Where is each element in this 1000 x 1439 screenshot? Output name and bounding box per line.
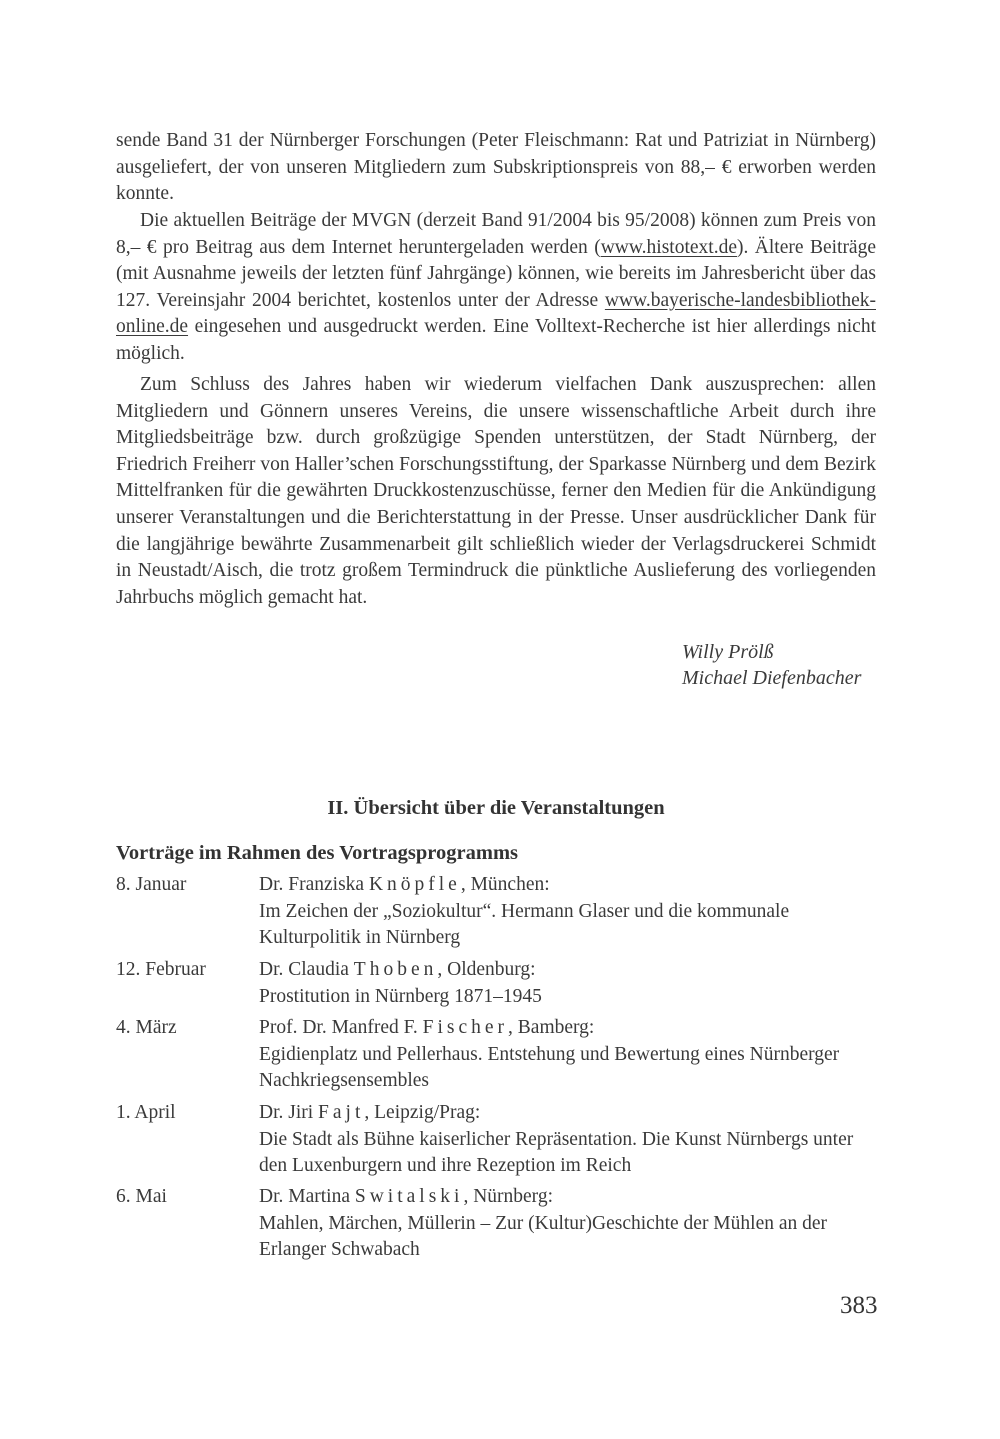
event-body (259, 957, 878, 1010)
paragraph-3: Zum Schluss des Jahres haben wir wiederum vielfachen Dank auszusprechen: allen Mitgliedern und Gönnern unseres Vereins, die unsere wissenschaftliche Arbeit durch ihre Mitgliedsbeiträge bzw. durch großzügige Spenden unterstützen, der Stadt Nürnberg, der Friedrich Freiherr von Haller’schen Forschungsstiftung, der Sparkasse Nürnberg und dem Bezirk Mittelfranken für die gewährten Druckkostenzuschüsse, ferner den Medien für die Ankündigung unserer Veranstaltungen und die Berichterstattung in der Presse. Unser ausdrücklicher Dank für die langjährige bewährte Zusammenarbeit gilt schließlich wieder der Verlagsdruckerei Schmidt in Neustadt/Aisch, die trotz großem Termindruck die pünktliche Auslieferung des vorliegenden Jahrbuchs möglich gemacht hat. (116, 374, 876, 608)
event-date: 8. Januar (116, 874, 187, 895)
event-title: Egidienplatz und Pellerhaus. Entstehung und Bewertung eines Nürnberger Nachkriegsensembles (259, 1043, 840, 1092)
speaker-place: , Oldenburg: (437, 959, 536, 980)
speaker-place: , Leipzig/Prag: (364, 1102, 481, 1123)
event-title: Mahlen, Märchen, Müllerin – Zur (Kultur)Geschichte der Mühlen an der Erlanger Schwabach (259, 1212, 828, 1261)
paragraph-2-text-a: Die aktuellen Beiträge der MVGN (derzeit Band 91/2004 bis 95/2008) können zum Preis von 8,– € pro Beitrag aus dem Internet heruntergeladen werden ( (116, 210, 876, 258)
paragraph-2 (116, 208, 876, 368)
paragraph-1: sende Band 31 der Nürnberger Forschungen (Peter Fleischmann: Rat und Patriziat in Nürnberg) ausgeliefert, der von unseren Mitgliedern zum Subskriptionspreis von 88,– € erworben werden konnte. (116, 130, 876, 205)
event-date: 1. April (116, 1102, 176, 1123)
event-body (259, 1100, 878, 1180)
subsection-title: Vorträge im Rahmen des Vortragsprogramms (116, 842, 518, 864)
paragraph-2-text-c: eingesehen und ausgedruckt werden. Eine Volltext-Recherche ist hier allerdings nicht möglich. (116, 316, 876, 364)
event-title: Die Stadt als Bühne kaiserlicher Repräsentation. Die Kunst Nürnbergs unter den Luxenburgern und ihre Rezeption im Reich (259, 1128, 854, 1177)
signature-diefenbacher: Michael Diefenbacher (682, 667, 862, 689)
event-body (259, 1184, 878, 1264)
speaker-prefix: Prof. Dr. Manfred F. (259, 1017, 423, 1038)
speaker-surname: Switalski (354, 1186, 464, 1207)
event-body (259, 1015, 878, 1095)
speaker-surname: Fischer (422, 1017, 509, 1038)
speaker-prefix: Dr. Franziska (259, 874, 369, 895)
event-body (259, 872, 878, 952)
speaker-place: , München: (460, 874, 550, 895)
histotext-link[interactable]: www.histotext.de (600, 236, 737, 258)
event-date: 12. Februar (116, 959, 206, 980)
event-date: 6. Mai (116, 1186, 167, 1207)
page-number: 383 (840, 1292, 878, 1319)
speaker-surname: Fajt (318, 1102, 365, 1123)
speaker-place: , Bamberg: (508, 1017, 595, 1038)
event-title: Prostitution in Nürnberg 1871–1945 (259, 985, 542, 1007)
paragraph-2-text-b: ). Ältere Beiträge (mit Ausnahme jeweils der letzten fünf Jahrgänge) können, wie bereits im Jahresbericht über das 127. Vereinsjahr 2004 berichtet, kostenlos unter der Adresse (116, 236, 876, 311)
signature-proelss: Willy Prölß (682, 641, 774, 663)
landesbibliothek-link[interactable]: www.bayerische-landesbibliothek-online.de (116, 289, 876, 338)
section-title: II. Übersicht über die Veranstaltungen (327, 797, 665, 819)
speaker-prefix: Dr. Claudia (259, 959, 354, 980)
speaker-prefix: Dr. Martina (259, 1186, 355, 1207)
event-date: 4. März (116, 1017, 177, 1038)
event-title: Im Zeichen der „Soziokultur“. Hermann Glaser und die kommunale Kulturpolitik in Nürnberg (259, 900, 790, 949)
speaker-surname: Knöpfle (368, 874, 461, 895)
speaker-place: , Nürnberg: (463, 1186, 553, 1207)
speaker-surname: Thoben (353, 959, 438, 980)
speaker-prefix: Dr. Jiri (259, 1102, 319, 1123)
